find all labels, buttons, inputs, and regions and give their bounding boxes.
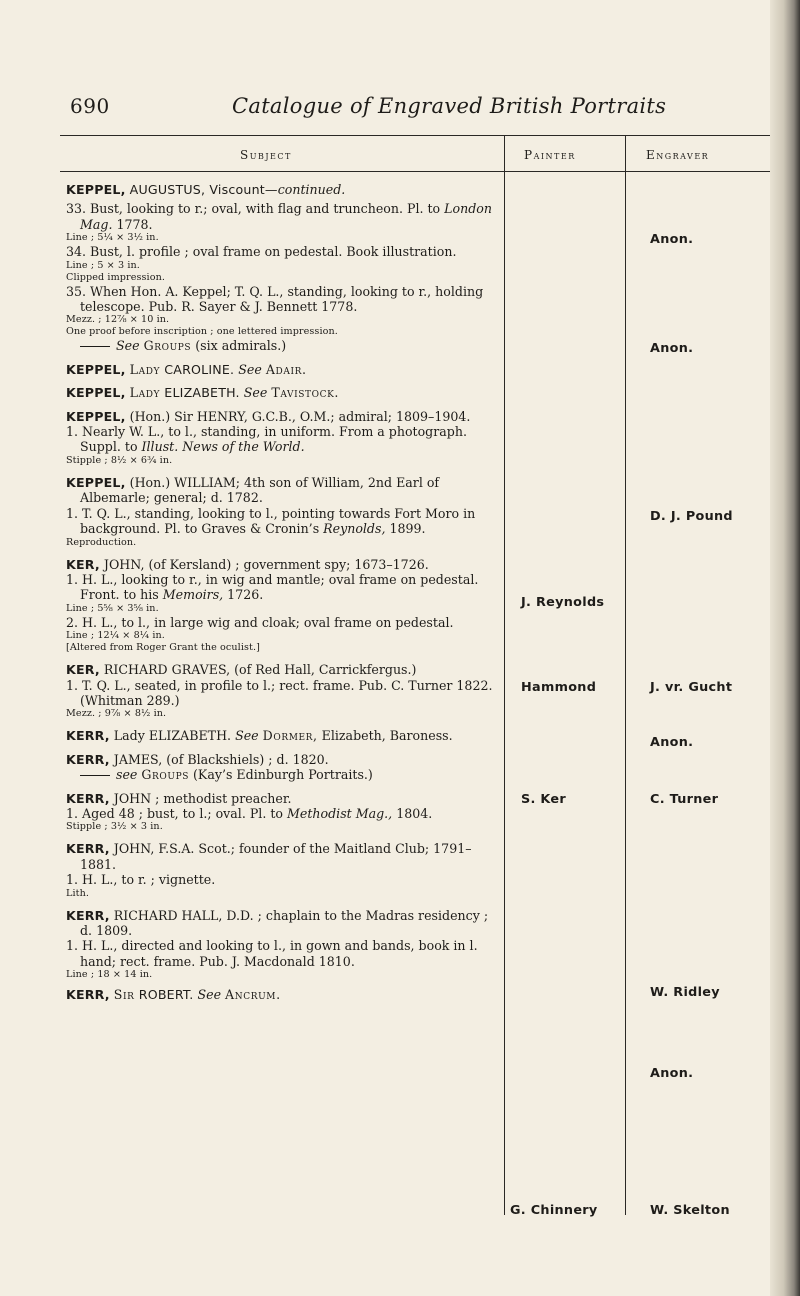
medium-size: Mezz. ; 12⅞ × 10 in. [66, 314, 170, 326]
list-item: 35. When Hon. A. Keppel; T. Q. L., standing, looking to r., holding telescope. Pub. R. Sayer & J. Bennett 1778. [66, 283, 484, 315]
column-header-subject: Subject [240, 148, 292, 162]
cross-reference: See Groups (six admirals.) [66, 338, 500, 353]
subject-column [66, 182, 500, 1011]
medium-size: Line ; 5¼ × 3½ in. [66, 232, 159, 244]
painter-name: Hammond [521, 680, 597, 695]
entry-kerr-elizabeth [66, 728, 500, 743]
medium-size: Stipple ; 8½ × 6¾ in. [66, 454, 173, 466]
list-item: 1. T. Q. L., seated, in profile to l.; rect. frame. Pub. C. Turner 1822. (Whitman 289.) [66, 677, 493, 708]
impression-note: [Altered from Roger Grant the oculist.] [66, 642, 260, 654]
entry-heading: KERR, Lady ELIZABETH. See Dormer, Elizabeth, Baroness. [66, 728, 453, 744]
painter-name: G. Chinnery [510, 1203, 598, 1218]
entry-keppel-elizabeth [66, 385, 500, 400]
medium-size: Mezz. ; 9⅞ × 8½ in. [66, 708, 167, 720]
engraver-name: Anon. [650, 232, 694, 247]
entry-heading: KEPPEL, (Hon.) WILLIAM; 4th son of William, 2nd Earl of Albemarle; general; d. 1782. [66, 474, 440, 506]
column-divider-engraver [625, 135, 626, 1215]
entry-keppel-caroline [66, 362, 500, 377]
painter-name: S. Ker [521, 792, 567, 807]
table-header-rule [60, 171, 770, 172]
entry-heading: KER, RICHARD GRAVES, (of Red Hall, Carrickfergus.) [66, 662, 417, 678]
medium-size: Stipple ; 3½ × 3 in. [66, 821, 163, 833]
engraver-name: W. Skelton [650, 1203, 730, 1218]
engraver-name: C. Turner [650, 792, 719, 807]
entry-heading: KEPPEL, Lady ELIZABETH. See Tavistock. [66, 385, 340, 401]
list-item: 1. Aged 48 ; bust, to l.; oval. Pl. to Methodist Mag., 1804. [66, 805, 433, 821]
running-title: Catalogue of Engraved British Portraits [232, 94, 667, 118]
medium-size: Line ; 5 × 3 in. [66, 259, 140, 271]
list-item: 34. Bust, l. profile ; oval frame on pedestal. Book illustration. [66, 244, 457, 260]
impression-note: Reproduction. [66, 536, 137, 548]
entry-kerr-robert [66, 987, 500, 1002]
entry-heading: KERR, RICHARD HALL, D.D. ; chaplain to the Madras residency ; d. 1809. [66, 907, 489, 938]
impression-note: One proof before inscription ; one lettered impression. [66, 326, 338, 338]
running-header [70, 94, 750, 124]
cross-reference: see Groups (Kay’s Edinburgh Portraits.) [66, 767, 500, 782]
entry-kerr-john-methodist [66, 791, 500, 834]
entry-kerr-james [66, 752, 500, 783]
engraver-name: Anon. [650, 735, 694, 750]
column-divider-painter [504, 135, 505, 1215]
medium-size: Line ; 5⅝ × 3⅝ in. [66, 602, 159, 614]
entry-kerr-richard [66, 908, 500, 982]
entry-ker-richard [66, 662, 500, 720]
entry-heading: KER, JOHN, (of Kersland) ; government spy; 1673–1726. [66, 556, 429, 572]
engraver-name: W. Ridley [650, 985, 720, 1000]
medium-size: Line ; 18 × 14 in. [66, 969, 153, 981]
list-item: 2. H. L., to l., in large wig and cloak; oval frame on pedestal. [66, 614, 454, 630]
page-number: 690 [70, 94, 110, 118]
list-item: 1. H. L., to r. ; vignette. [66, 872, 216, 888]
engraver-name: Anon. [650, 341, 694, 356]
painter-name: J. Reynolds [521, 595, 605, 610]
list-item: 1. Nearly W. L., to l., standing, in uniform. From a photograph. Suppl. to Illust. News of the World. [66, 424, 467, 455]
book-spine-edge [770, 0, 800, 1296]
table-top-rule [60, 135, 770, 136]
entry-keppel-henry [66, 409, 500, 467]
entry-heading: KERR, JOHN ; methodist preacher. [66, 790, 292, 806]
entry-kerr-john-fsa [66, 841, 500, 899]
ditto-dash [80, 775, 110, 776]
entry-name: KEPPEL, [66, 182, 126, 197]
engraver-name: D. J. Pound [650, 509, 733, 524]
entry-heading: KERR, Sir ROBERT. See Ancrum. [66, 987, 281, 1003]
column-header-painter: Painter [524, 148, 576, 162]
list-item: 1. T. Q. L., standing, looking to l., pointing towards Fort Moro in background. Pl. to Graves & Cronin’s Reynolds, 1899. [66, 505, 476, 537]
impression-note: Clipped impression. [66, 271, 166, 283]
entry-ker-john [66, 557, 500, 655]
entry-heading: KERR, JOHN, F.S.A. Scot.; founder of the Maitland Club; 1791–1881. [66, 841, 472, 872]
entry-heading: KEPPEL, (Hon.) Sir HENRY, G.C.B., O.M.; admiral; 1809–1904. [66, 408, 471, 424]
medium-size: Line ; 12¼ × 8¼ in. [66, 630, 165, 642]
ditto-dash [80, 346, 110, 347]
entry-keppel-william [66, 475, 500, 549]
entry-heading: KEPPEL, Lady CAROLINE. See Adair. [66, 361, 307, 377]
list-item: 1. H. L., looking to r., in wig and mantle; oval frame on pedestal. Front. to his Memoirs, 1726. [66, 571, 479, 603]
column-header-engraver: Engraver [646, 148, 710, 162]
engraver-name: Anon. [650, 1066, 694, 1081]
engraver-name: J. vr. Gucht [650, 680, 733, 695]
entry-keppel-augustus [66, 182, 500, 354]
list-item: 1. H. L., directed and looking to l., in gown and bands, book in l. hand; rect. frame. Pub. J. Macdonald 1810. [66, 938, 478, 969]
medium-size: Lith. [66, 887, 90, 899]
entry-heading: KEPPEL, AUGUSTUS, Viscount—continued. [66, 182, 346, 197]
list-item: 33. Bust, looking to r.; oval, with flag and truncheon. Pl. to London Mag. 1778. [66, 201, 492, 232]
entry-heading: KERR, JAMES, (of Blackshiels) ; d. 1820. [66, 751, 329, 767]
